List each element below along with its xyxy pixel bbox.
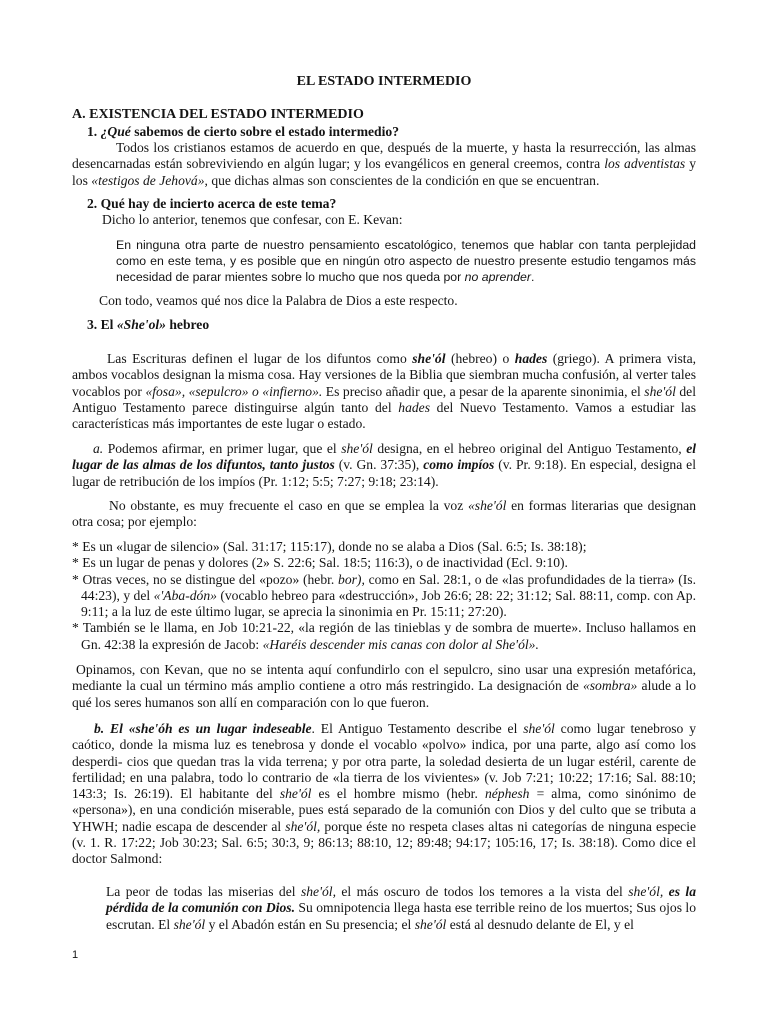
quote1-italic: no aprender: [464, 270, 531, 285]
p5-italic-2: she'ól: [341, 441, 373, 456]
quote2-text-1: La peor de todas las miserias del: [106, 884, 301, 899]
p4-text-6: del Nuevo Testamento. Vamos a estudiar las características más importantes de este lugar o estado.: [72, 399, 696, 432]
b4-text-1: * También se le llama, en Job 10:21-22, «la región de las tinieblas y de sombra de muerte». Incluso hallamos en Gn. 42:38 la expresión de Jacob:: [72, 620, 696, 652]
b3-italic-1: bor),: [338, 571, 365, 587]
question-3-emphasis: «She'ol»: [116, 317, 166, 332]
p4-text-5: del Antiguo Testamento parece distinguirse algún tanto del: [72, 383, 696, 415]
p5-text-2: designa, en el hebreo original del Antiguo Testamento,: [372, 441, 687, 456]
paragraph-6: [72, 498, 696, 531]
p1-italic-2: «testigos de Jehová»: [91, 172, 205, 188]
p8-heading-b: b. El «she'óh es un lugar indeseable: [94, 721, 312, 736]
p5-text-1: Podemos afirmar, en primer lugar, que el: [103, 441, 342, 456]
question-1-text: sabemos de cierto sobre el estado intermedio?: [130, 124, 399, 139]
blockquote-kevan: [116, 237, 696, 286]
paragraph-3: Con todo, veamos qué nos dice la Palabra de Dios a este respecto.: [99, 293, 458, 308]
p8-text-2: como lugar tenebroso y caótico, donde la misma luz es tenebrosa y donde el vocablo «polvo» indica, por una parte, algo así como los desperdi- cios que quedan tras la vida terrena; y por otra parte, la soledad desierta de un lugar estéril, carente de fertilidad; en una palabra, todo lo contrario de «la tierra de los vivientes» (v. Job 7:21; 10:22; 17:16; Sal. 88:10; 143:3; Is. 26:19). El habitante del: [72, 721, 696, 802]
p8-italic-2: she'ól: [279, 786, 312, 802]
p1-italic-1: los adventistas: [604, 156, 686, 172]
p7-italic-1: «sombra»: [582, 678, 638, 694]
p5-bold-1: el lugar de las almas de los difuntos, tanto justos: [72, 441, 696, 473]
b3-text-3: (vocablo hebreo para «destrucción», Job 26:6; 28: 22; 31:12; Sal. 88:11, comp. con Ap. 9:11; a la luz de este último lugar, se aprecia la sinonimia en Pr. 15:11; 27:20).: [81, 587, 696, 620]
p4-italic-2: she'ól: [644, 383, 676, 399]
b3-italic-2: «'Aba-dón»: [153, 587, 217, 603]
p8-italic-1: she'ól: [523, 721, 555, 736]
p4-text-4: Es preciso añadir que, a pesar de la aparente sinonimia, el: [322, 383, 645, 399]
p7-text-2: alude a lo qué los seres humanos son allí en comparación con lo que fueron.: [72, 678, 696, 710]
p1-text-3: , que dichas almas son conscientes de la condición en que se encuentran.: [204, 172, 600, 188]
paragraph-1: [72, 140, 696, 189]
list-item: [72, 620, 696, 653]
paragraph-8: [72, 721, 696, 868]
p8-text-5: porque éste no respeta clases altas ni categorías de ninguna especie (v. 1. R. 17:22; Job 30:23; Sal. 6:5; 30:3, 9; 86:13; 88:10, 12; 89:48; 94:17; 105:16, 17; Is. 38:18). Como dice el doctor Salmond:: [72, 818, 697, 867]
b3-text-1: * Otras veces, no se distingue del «pozo» (hebr.: [72, 571, 339, 587]
quote2-italic-3: she'ól: [173, 916, 206, 932]
b4-italic-1: «Haréis descender mis canas con dolor al She'ól».: [262, 636, 539, 652]
section-heading-a: A. EXISTENCIA DEL ESTADO INTERMEDIO: [72, 107, 364, 122]
quote1-text-2: .: [530, 270, 535, 285]
paragraph-4: [72, 351, 696, 432]
question-3-heading: [87, 317, 209, 333]
quote2-text-3: Su omnipotencia llega hasta ese terrible reino de los muertos; Sus ojos lo escrutan. El: [106, 900, 697, 932]
page-title: EL ESTADO INTERMEDIO: [296, 74, 472, 89]
p4-term-hades: hades: [514, 351, 548, 366]
page-number: 1: [72, 949, 79, 961]
list-item: * Es un «lugar de silencio» (Sal. 31:17; 115:17), donde no se alaba a Dios (Sal. 6:5; Is. 38:18);: [72, 539, 587, 554]
p4-italic-3: hades: [398, 399, 430, 415]
examples-list: [72, 539, 696, 653]
p8-text-3: es el hombre mismo (hebr.: [311, 786, 485, 802]
p4-italic-1: «fosa», «sepulcro» o «infierno».: [145, 383, 323, 399]
question-1-emphasis: ¿Qué: [100, 124, 131, 139]
quote2-italic-2: she'ól,: [628, 884, 664, 899]
quote2-text-4: y el Abadón están en Su presencia; el: [205, 916, 415, 932]
question-2-heading: 2. Qué hay de incierto acerca de este tema?: [87, 196, 337, 211]
p8-text-4: = alma, como sinónimo de «persona»), en una condición miserable, pues está separado de la comunión con Dios y del culto que se tributa a YHWH; nadie escapa de descender al: [72, 786, 697, 834]
p7-text-1: Opinamos, con Kevan, que no se intenta aquí confundirlo con el sepulcro, sino usar una expresión metafórica, mediante la cual un término más amplio contiene a otro más restringido. La designación de: [72, 662, 696, 694]
p6-text-1: No obstante, es muy frecuente el caso en que se emplea la voz: [109, 498, 468, 513]
question-3-text: hebreo: [165, 317, 210, 332]
p6-italic-1: «she'ól: [467, 498, 507, 513]
quote2-italic-1: she'ól,: [300, 884, 336, 899]
blockquote-salmond: [106, 884, 696, 933]
b3-text-2: como en Sal. 28:1, o de «las profundidades de la tierra» (Is. 44:23), y del: [81, 571, 696, 603]
p5-text-3: (v. Gn. 37:35),: [334, 457, 424, 473]
p1-text-1: Todos los cristianos estamos de acuerdo en que, después de la muerte, y hasta la resurrección, las almas desencarnadas están sobreviviendo en algún lugar; y los evangélicos en general creemos, contra: [72, 140, 696, 172]
question-1-heading: [87, 124, 399, 140]
p4-term-sheol: she'ól: [412, 351, 446, 366]
list-item: * Es un lugar de penas y dolores (2» S. 22:6; Sal. 18:5; 116:3), o de inactividad (Ecl. 9:10).: [72, 555, 568, 571]
question-1-number: 1.: [87, 124, 101, 139]
p8-italic-4: she'ól,: [285, 818, 321, 834]
quote2-italic-4: she'ól: [414, 916, 447, 932]
paragraph-7: [72, 662, 696, 711]
p4-text-2: (hebreo) o: [445, 351, 515, 366]
question-3-number: 3. El: [87, 317, 117, 332]
p8-italic-3: néphesh: [484, 786, 530, 802]
paragraph-2: Dicho lo anterior, tenemos que confesar, con E. Kevan:: [102, 212, 403, 227]
quote2-text-2: el más oscuro de todos los temores a la vista del: [335, 884, 629, 899]
p1-text-2: y los: [72, 156, 696, 188]
p4-text-1: Las Escrituras definen el lugar de los difuntos como: [107, 351, 413, 366]
p5-text-4: (v. Pr. 9:18). En especial, designa el lugar de retribución de los impíos (Pr. 1:12; 5:5; 7:27; 9:18; 23:14).: [72, 457, 696, 489]
p5-bold-2: como impíos: [423, 457, 495, 473]
p5-italic-1: a.: [93, 441, 104, 456]
p8-text-1: . El Antiguo Testamento describe el: [311, 721, 524, 736]
quote2-text-5: está al desnudo delante de El, y el: [446, 916, 634, 932]
p6-text-2: en formas literarias que designan otra cosa; por ejemplo:: [72, 498, 696, 530]
p4-text-3: (griego). A primera vista, ambos vocablos designan la misma cosa. Hay versiones de la Biblia que siembran mucha confusión, al verter tales vocablos por: [72, 351, 697, 399]
list-item: [72, 572, 696, 621]
quote1-text-1: En ninguna otra parte de nuestro pensamiento escatológico, tenemos que hablar con tanta perplejidad como en este tema, y es posible que en ningún otro aspecto de nuestro presente estudio tengamos más necesidad de parar mientes sobre lo mucho que nos queda por: [116, 238, 696, 285]
quote2-bold: es la pérdida de la comunión con Dios.: [106, 884, 696, 916]
paragraph-5: [72, 441, 696, 490]
